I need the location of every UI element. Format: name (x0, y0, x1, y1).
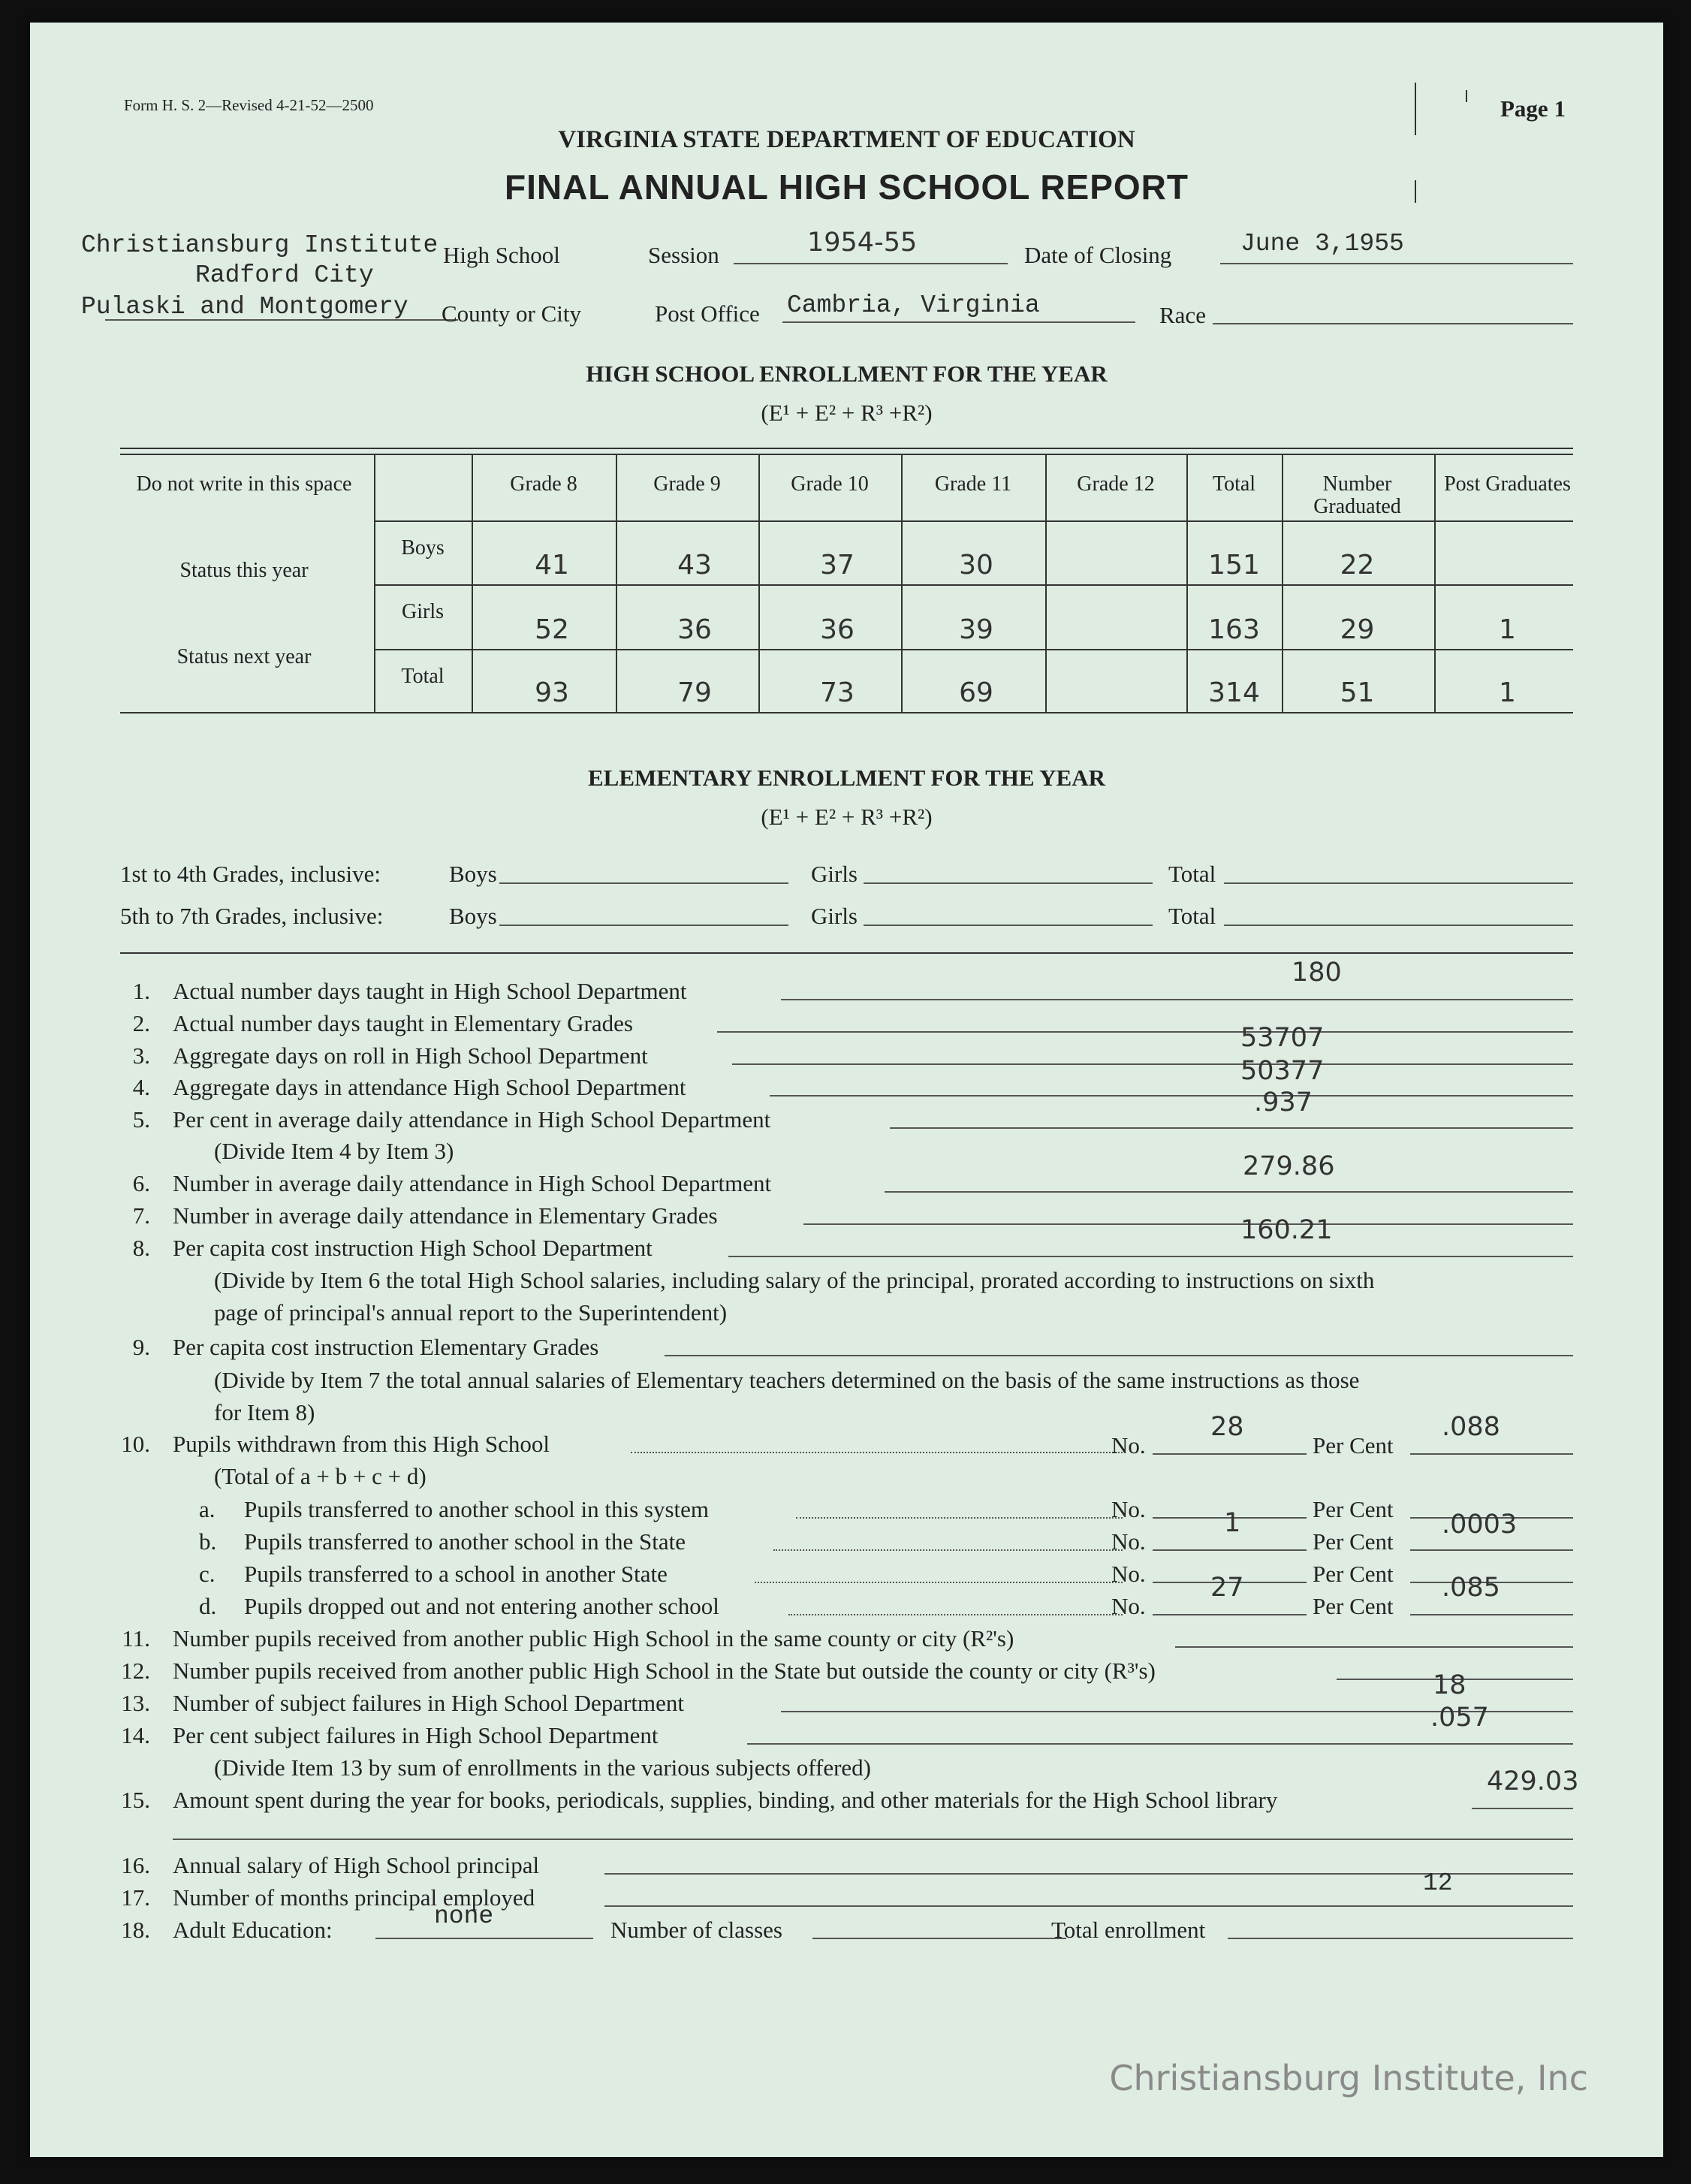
table-cell[interactable]: 30 (959, 550, 993, 581)
item-text: Actual number days taught in High School Department (173, 978, 687, 1004)
no-label: No. (1111, 1593, 1146, 1619)
table-cell[interactable]: 51 (1340, 677, 1375, 708)
item-text: Actual number days taught in Elementary Grades (173, 1010, 633, 1036)
sub-item-key: a. (199, 1496, 216, 1522)
item-value[interactable]: 429.03 (1487, 1766, 1579, 1796)
sub-item-key: b. (199, 1528, 217, 1555)
item-text: Pupils withdrawn from this High School (173, 1431, 550, 1457)
watermark: Christiansburg Institute, Inc (1109, 2058, 1588, 2098)
page-number: Page 1 (1500, 95, 1566, 122)
item-number: 8. (132, 1235, 150, 1261)
item-value[interactable]: 279.86 (1243, 1151, 1335, 1181)
item-note: page of principal's annual report to the Superintendent) (214, 1299, 728, 1326)
percent-label: Per Cent (1313, 1496, 1394, 1522)
status-next-year: Status next year (176, 645, 312, 668)
row-label-boys: Boys (401, 536, 445, 560)
no-label: No. (1111, 1561, 1146, 1587)
item-number: 5. (132, 1106, 150, 1133)
section-divider (120, 952, 1573, 954)
item-text: Aggregate days in attendance High School Department (173, 1074, 686, 1100)
table-cell[interactable]: 314 (1208, 677, 1260, 708)
item-number: 10. (121, 1431, 150, 1457)
no-label: No. (1111, 1528, 1146, 1555)
col-header: Post Graduates (1444, 472, 1571, 496)
item-text: Per cent in average daily attendance in High School Department (173, 1106, 771, 1133)
col-header: Grade 10 (791, 472, 869, 496)
table-cell[interactable]: 39 (959, 614, 993, 645)
row-label-girls: Girls (402, 600, 444, 623)
closing-line (1220, 263, 1573, 264)
item-number: 15. (121, 1787, 150, 1813)
race-label: Race (1159, 302, 1206, 328)
item-value[interactable]: 50377 (1240, 1056, 1325, 1086)
table-cell[interactable]: 151 (1208, 550, 1260, 581)
col-header: Total (1212, 472, 1256, 496)
sub-item-text: Pupils dropped out and not entering another school (244, 1593, 719, 1619)
sub-item-text: Pupils transferred to another school in this system (244, 1496, 710, 1522)
hs-enrollment-title: HIGH SCHOOL ENROLLMENT FOR THE YEAR (586, 360, 1108, 387)
item-number: 6. (132, 1170, 150, 1196)
item-number: 1. (132, 978, 150, 1004)
table-cell[interactable]: 52 (535, 614, 569, 645)
elem-total-label: Total (1168, 903, 1216, 929)
elem-girls-label: Girls (811, 861, 858, 887)
item-text: Aggregate days on roll in High School Department (173, 1042, 648, 1069)
percent-label: Per Cent (1313, 1561, 1394, 1587)
county-line (105, 319, 458, 321)
item-number: 2. (132, 1010, 150, 1036)
county-value[interactable]: Pulaski and Montgomery (81, 293, 408, 321)
item-text: Annual salary of High School principal (173, 1852, 540, 1878)
row-label-total: Total (401, 665, 445, 688)
table-cell[interactable]: 22 (1340, 550, 1375, 581)
status-this-year: Status this year (179, 559, 309, 582)
table-cell[interactable]: 41 (535, 550, 569, 581)
school-name-value[interactable]: Christiansburg Institute (81, 231, 439, 259)
item-note: (Divide Item 4 by Item 3) (214, 1138, 454, 1164)
adult-education-label: Adult Education: (173, 1917, 333, 1943)
item-value[interactable]: 53707 (1240, 1023, 1325, 1053)
table-cell[interactable]: 1 (1499, 614, 1516, 645)
table-cell[interactable]: 43 (677, 550, 712, 581)
form-id: Form H. S. 2—Revised 4-21-52—2500 (124, 96, 374, 114)
col-header: Grade 11 (934, 472, 1012, 496)
punch-mark (1466, 90, 1467, 102)
elem-row2-label: 5th to 7th Grades, inclusive: (120, 903, 384, 929)
sub-item-text: Pupils transferred to a school in another State (244, 1561, 668, 1587)
item-number: 14. (121, 1722, 150, 1748)
item-text: Number of months principal employed (173, 1884, 535, 1911)
form-page (30, 23, 1663, 2157)
report-title: FINAL ANNUAL HIGH SCHOOL REPORT (505, 167, 1189, 207)
item-value[interactable]: 12 (1423, 1869, 1453, 1897)
city-value[interactable]: Radford City (195, 261, 374, 289)
table-top-rule (120, 454, 1573, 455)
county-label: County or City (442, 300, 582, 327)
col-header: Grade 9 (653, 472, 721, 496)
hs-enrollment-formula: (E¹ + E² + R³ +R²) (761, 400, 933, 426)
item-note: (Divide by Item 7 the total annual salaries of Elementary teachers determined on the basis of the same instructions as those (214, 1367, 1360, 1393)
classes-label: Number of classes (610, 1917, 782, 1943)
school-label: High School (443, 242, 560, 268)
percent-label: Per Cent (1313, 1432, 1394, 1459)
table-cell[interactable]: 79 (677, 677, 712, 708)
item-number: 11. (122, 1625, 150, 1652)
closing-value[interactable]: June 3,1955 (1240, 230, 1404, 258)
elem-total-label: Total (1168, 861, 1216, 887)
sub-no-value[interactable]: 27 (1210, 1573, 1244, 1603)
item-number: 9. (132, 1334, 150, 1360)
item-note: (Divide by Item 6 the total High School salaries, including salary of the principal, prorated according to instructions on sixth (214, 1267, 1375, 1293)
table-cell[interactable]: 163 (1208, 614, 1260, 645)
table-cell[interactable]: 36 (677, 614, 712, 645)
punch-mark (1415, 83, 1416, 135)
table-cell[interactable]: 37 (820, 550, 855, 581)
item-text: Number of subject failures in High School Department (173, 1690, 684, 1716)
percent-label: Per Cent (1313, 1528, 1394, 1555)
session-value[interactable]: 1954-55 (807, 228, 918, 258)
item-text: Number in average daily attendance in Elementary Grades (173, 1202, 718, 1229)
item-value[interactable]: 180 (1292, 958, 1342, 988)
closing-label: Date of Closing (1024, 242, 1172, 268)
adult-education-value[interactable]: none (434, 1902, 494, 1930)
item-value[interactable]: 160.21 (1240, 1215, 1333, 1245)
col-header: Number Graduated (1313, 472, 1401, 518)
col-header: Grade 12 (1077, 472, 1155, 496)
item-text: Number pupils received from another public High School in the State but outside the county or city (R³'s) (173, 1658, 1156, 1684)
item-number: 3. (132, 1042, 150, 1069)
sub-no-value[interactable]: 1 (1224, 1508, 1241, 1538)
item-note: for Item 8) (214, 1399, 315, 1425)
item-value[interactable]: .937 (1254, 1087, 1313, 1118)
punch-mark (1415, 180, 1416, 203)
race-line (1213, 323, 1573, 324)
department-title: VIRGINIA STATE DEPARTMENT OF EDUCATION (558, 126, 1135, 153)
item-number: 17. (121, 1884, 150, 1911)
sub-percent-value[interactable]: .0003 (1442, 1510, 1518, 1540)
elem-enrollment-formula: (E¹ + E² + R³ +R²) (761, 804, 933, 830)
table-note: Do not write in this space (136, 472, 352, 496)
sub-item-key: c. (199, 1561, 216, 1587)
col-header: Grade 8 (510, 472, 577, 496)
elem-enrollment-title: ELEMENTARY ENROLLMENT FOR THE YEAR (587, 765, 1106, 791)
session-label: Session (648, 242, 719, 268)
session-line (734, 263, 1008, 264)
sub-item-key: d. (199, 1593, 217, 1619)
item-number: 4. (132, 1074, 150, 1100)
item-text: Per capita cost instruction Elementary Grades (173, 1334, 599, 1360)
no-label: No. (1111, 1496, 1146, 1522)
item-number: 13. (121, 1690, 150, 1716)
item-number: 16. (121, 1852, 150, 1878)
table-cell[interactable]: 69 (959, 677, 993, 708)
post-office-label: Post Office (655, 300, 760, 327)
item-value[interactable]: 18 (1433, 1670, 1466, 1700)
item-value[interactable]: .057 (1430, 1703, 1489, 1733)
item-text: Per capita cost instruction High School Department (173, 1235, 653, 1261)
item10-no-value[interactable]: 28 (1210, 1412, 1244, 1442)
item10-percent-value[interactable]: .088 (1442, 1412, 1500, 1442)
percent-label: Per Cent (1313, 1593, 1394, 1619)
item-text: Number in average daily attendance in High School Department (173, 1170, 772, 1196)
item-number: 18. (121, 1917, 150, 1943)
post-office-value[interactable]: Cambria, Virginia (787, 291, 1040, 319)
item-number: 12. (121, 1658, 150, 1684)
post-office-line (782, 321, 1135, 323)
table-cell[interactable]: 36 (820, 614, 855, 645)
table-cell[interactable]: 29 (1340, 614, 1375, 645)
sub-percent-value[interactable]: .085 (1442, 1573, 1500, 1603)
table-cell[interactable]: 93 (535, 677, 569, 708)
no-label: No. (1111, 1432, 1146, 1459)
elem-row1-label: 1st to 4th Grades, inclusive: (120, 861, 381, 887)
item-note: (Total of a + b + c + d) (214, 1463, 427, 1489)
item-text: Amount spent during the year for books, periodicals, supplies, binding, and other materials for the High School library (173, 1787, 1278, 1813)
table-cell[interactable]: 1 (1499, 677, 1516, 708)
item-number: 7. (132, 1202, 150, 1229)
table-cell[interactable]: 73 (820, 677, 855, 708)
item-text: Number pupils received from another public High School in the same county or city (R²'s) (173, 1625, 1014, 1652)
item-note: (Divide Item 13 by sum of enrollments in the various subjects offered) (214, 1754, 871, 1781)
table-top-rule (120, 448, 1573, 449)
table-bottom-rule (120, 712, 1573, 713)
item-text: Per cent subject failures in High School Department (173, 1722, 659, 1748)
elem-boys-label: Boys (449, 861, 497, 887)
elem-girls-label: Girls (811, 903, 858, 929)
total-enrollment-label: Total enrollment (1051, 1917, 1206, 1943)
sub-item-text: Pupils transferred to another school in the State (244, 1528, 686, 1555)
elem-boys-label: Boys (449, 903, 497, 929)
